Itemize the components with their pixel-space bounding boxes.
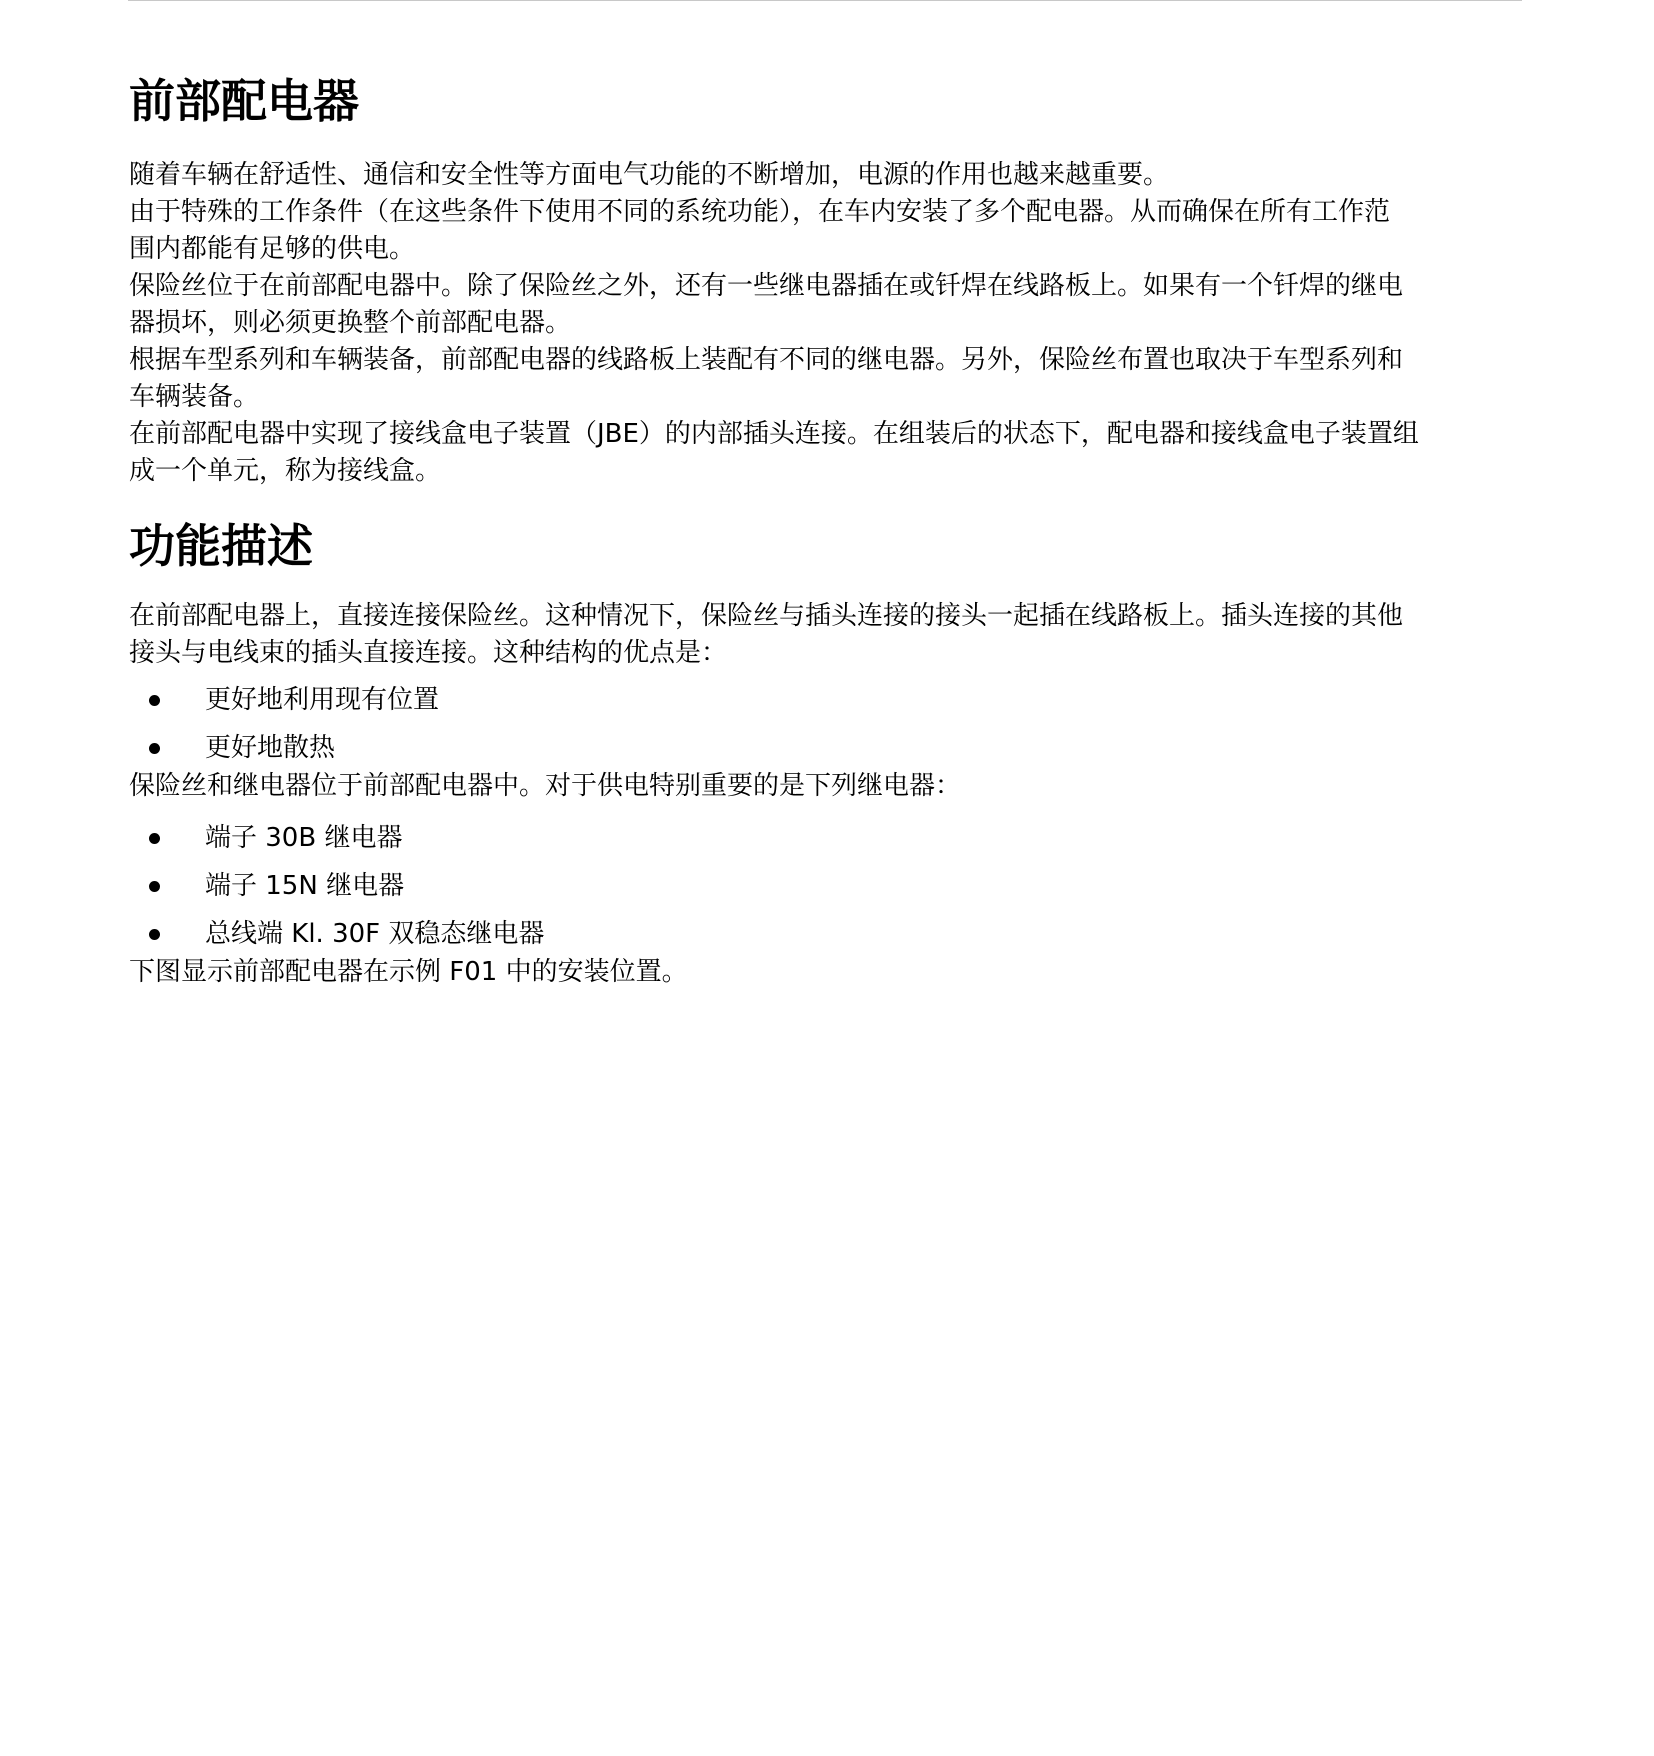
function-intro [129,598,1529,672]
paragraph: 在前部配电器上，直接连接保险丝。这种情况下，保险丝与插头连接的接头一起插在线路板上。插头连接的其他 接头与电线束的插头直接连接。这种结构的优点是： [129,601,1404,668]
paragraph: 保险丝和继电器位于前部配电器中。对于供电特别重要的是下列继电器： [129,771,962,801]
list-item-text: 更好地利用现有位置 [205,685,440,715]
relays-list [129,814,1529,958]
list-item-text: 总线端 Kl. 30F 双稳态继电器 [205,919,545,949]
list-item [129,814,1529,862]
paragraph: 下图显示前部配电器在示例 F01 中的安装位置。 [129,957,688,987]
list-item-text: 更好地散热 [205,733,336,763]
paragraph: 保险丝位于在前部配电器中。除了保险丝之外，还有一些继电器插在或钎焊在线路板上。如果有一个钎焊的继电 器损坏，则必须更换整个前部配电器。 [129,271,1404,338]
paragraph: 根据车型系列和车辆装备，前部配电器的线路板上装配有不同的继电器。另外，保险丝布置也取决于车型系列和 车辆装备。 [129,345,1404,412]
list-item [129,910,1529,958]
intro-paragraphs [129,157,1529,490]
paragraph: 随着车辆在舒适性、通信和安全性等方面电气功能的不断增加，电源的作用也越来越重要。 [129,160,1170,190]
list-item-text: 端子 30B 继电器 [205,823,403,853]
paragraph: 由于特殊的工作条件（在这些条件下使用不同的系统功能），在车内安装了多个配电器。从而确保在所有工作范 围内都能有足够的供电。 [129,197,1391,264]
advantages-list [129,676,1529,772]
bullet-icon [149,833,160,844]
list-item-text: 端子 15N 继电器 [205,871,405,901]
paragraph: 在前部配电器中实现了接线盒电子装置（JBE）的内部插头连接。在组装后的状态下，配电器和接线盒电子装置组 成一个单元，称为接线盒。 [129,419,1419,486]
bullet-icon [149,743,160,754]
section-heading-front-distribution-box: 前部配电器 [129,74,359,128]
list-item [129,724,1529,772]
top-rule [128,0,1522,1]
bullet-icon [149,695,160,706]
list-item [129,862,1529,910]
section-heading-function-description: 功能描述 [129,519,313,573]
bullet-icon [149,881,160,892]
list-item [129,676,1529,724]
bullet-icon [149,929,160,940]
